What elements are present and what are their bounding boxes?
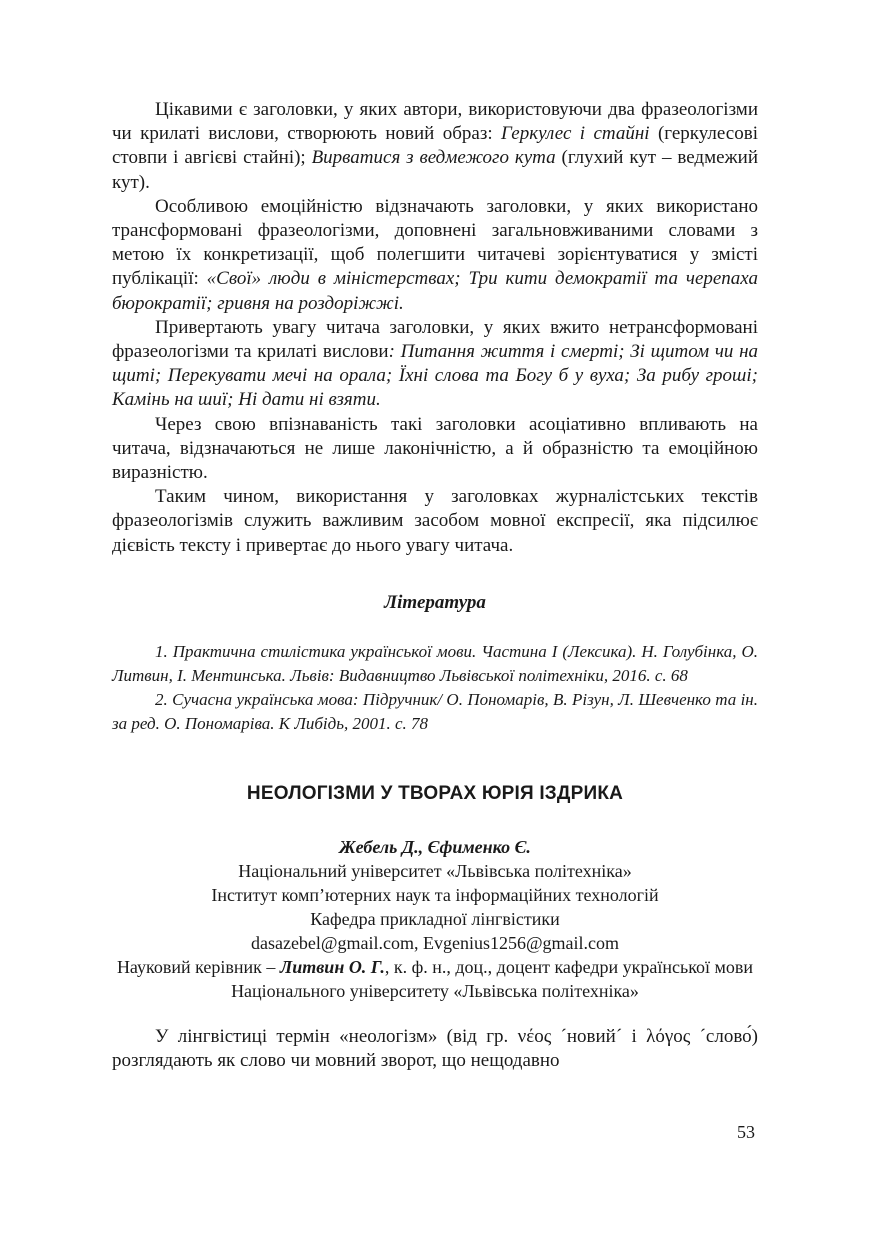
text: (геркулесові стовпи і авгієві стайні); — [112, 123, 758, 169]
text: , к. ф. н., доц., доцент кафедри української мови Національного університету «Львівська політехніка» — [231, 956, 754, 1001]
paragraph-5: Таким чином, використання у заголовках журналістських текстів фразеологізмів служить важливим засобом мовної експресії, яка підсилює дієвість тексту і привертає до нього увагу читача. — [112, 486, 758, 556]
scientific-supervisor — [112, 955, 758, 1003]
text: Особливою емоційністю відзначають заголовки, у яких використано трансформовані фразеологізми, доповнені загальновживаними словами з метою їх конкретизації, щоб полегшити читачеві зорієнтуватися у змісті публікації: — [112, 195, 758, 290]
reference-1: 1. Практична стилістика української мови. Частина І (Лексика). Н. Голубінка, О. Литвин, І. Ментинська. Львів: Видавництво Львівської політехніки, 2016. с. 68 — [112, 641, 758, 685]
paragraph-3 — [112, 316, 758, 413]
article-intro-paragraph: У лінгвістиці термін «неологізм» (від гр. νέος ´новий´ і λόγος ´слово́) розглядають як слово чи мовний зворот, що нещодавно — [112, 1025, 758, 1072]
affiliation-institute: Інститут комп’ютерних наук та інформаційних технологій — [211, 884, 659, 905]
paragraph-1 — [112, 98, 758, 195]
article-authors: Жебель Д., Єфименко Є. — [339, 836, 531, 857]
literature-heading: Література — [384, 591, 486, 613]
text: Науковий керівник – — [116, 956, 280, 977]
page-number: 53 — [737, 1122, 755, 1142]
italic-example: : Питання життя і смерті; Зі щитом чи на щиті; Перекувати мечі на орала; Їхні слова та Богу б у вуха; За рибу гроші; Камінь на шиї; Ні дати ні взяти. — [112, 341, 758, 411]
italic-example: Геркулес і стайні — [501, 123, 650, 145]
author-emails: dasazebel@gmail.com, Evgenius1256@gmail.com — [250, 932, 620, 953]
affiliation-university: Національний університет «Львівська політехніка» — [238, 860, 632, 881]
text: Привертають увагу читача заголовки, у яких вжито нетрансформовані фразеологізми та крилаті вислови — [112, 316, 758, 363]
paragraph-2 — [112, 195, 758, 316]
text: (глухий кут – ведмежий кут). — [112, 147, 758, 193]
page-body — [112, 98, 758, 1073]
paragraph-4: Через свою впізнаваність такі заголовки асоціативно впливають на читача, відзначаються не лише лаконічністю, а й образністю та емоційною виразністю. — [112, 413, 758, 484]
affiliation-department: Кафедра прикладної лінгвістики — [310, 908, 560, 929]
reference-2: 2. Сучасна українська мова: Підручник/ О. Пономарів, В. Різун, Л. Шевченко та ін. за ред. О. Пономаріва. К Либідь, 2001. с. 78 — [112, 689, 758, 733]
text: Цікавими є заголовки, у яких автори, використовуючи два фразеологізми чи крилаті вислови, створюють новий образ: — [112, 99, 758, 145]
article-title: НЕОЛОГІЗМИ У ТВОРАХ ЮРІЯ ІЗДРИКА — [246, 782, 624, 804]
supervisor-name: Литвин О. Г. — [279, 956, 385, 977]
italic-example: Вирватися з ведмежого кута — [311, 147, 556, 169]
italic-example: «Свої» люди в міністерствах; Три кити демократії та черепаха бюрократії; гривня на роздоріжжі. — [112, 268, 758, 314]
